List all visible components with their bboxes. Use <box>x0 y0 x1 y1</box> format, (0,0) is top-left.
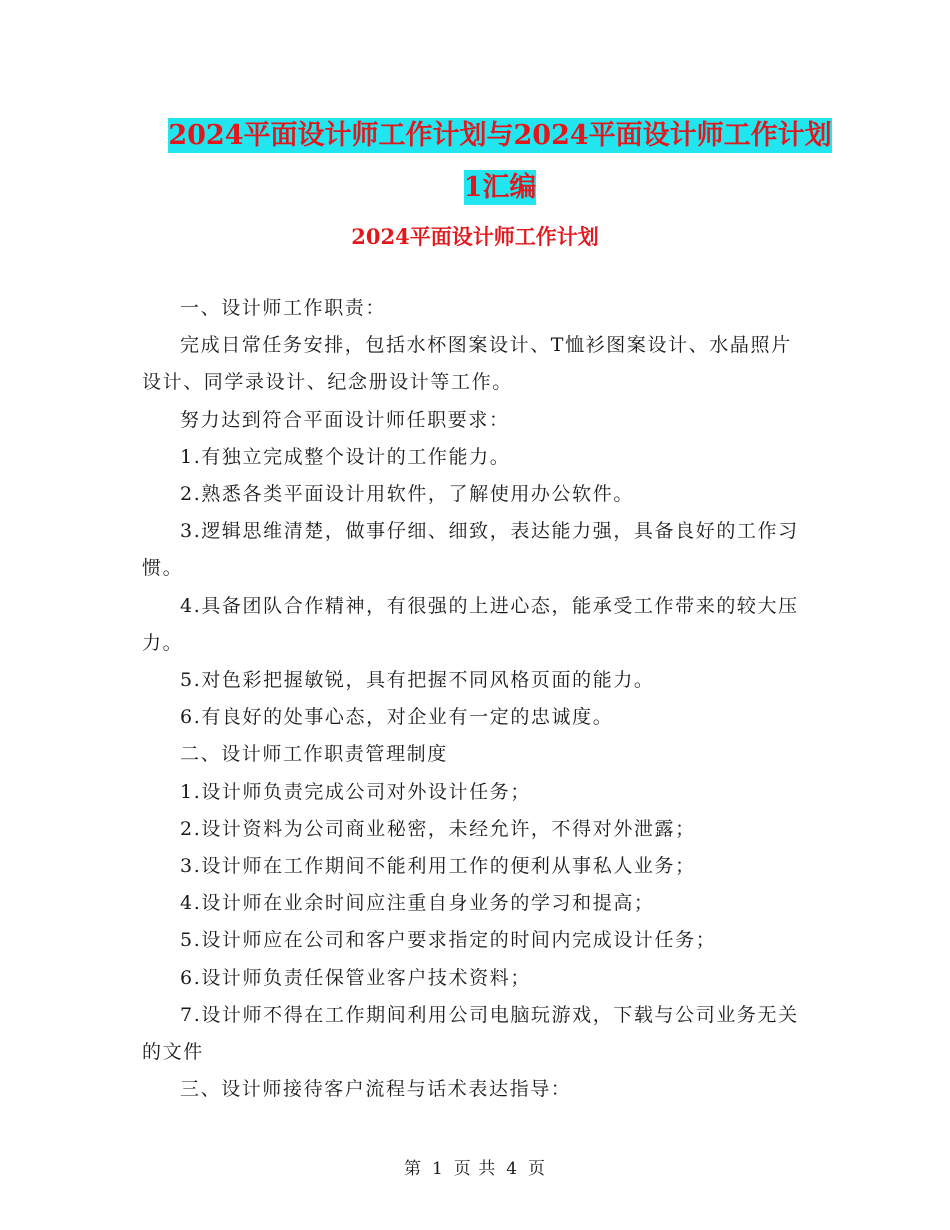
paragraph: 2.设计资料为公司商业秘密，未经允许，不得对外泄露； <box>180 817 696 840</box>
paragraph: 完成日常任务安排，包括水杯图案设计、T恤衫图案设计、水晶照片设计、同学录设计、纪念册设计等工作。 <box>142 334 792 394</box>
paragraph: 三、设计师接待客户流程与话术表达指导： <box>180 1078 572 1101</box>
document-title-line1: 2024平面设计师工作计划与2024平面设计师工作计划 <box>168 120 832 151</box>
paragraph: 7.设计师不得在工作期间利用公司电脑玩游戏，下载与公司业务无关的文件 <box>142 1003 799 1064</box>
paragraph: 6.设计师负责任保管业客户技术资料； <box>180 966 531 989</box>
footer-suffix: 页 <box>528 1159 547 1179</box>
document-title-line2: 1汇编 <box>463 172 537 203</box>
paragraph: 1.设计师负责完成公司对外设计任务； <box>180 780 531 803</box>
paragraph: 5.设计师应在公司和客户要求指定的时间内完成设计任务； <box>180 929 717 952</box>
document-title <box>140 110 860 214</box>
footer-page-total: 4 <box>506 1159 519 1179</box>
footer-middle: 页 共 <box>453 1159 497 1179</box>
page-footer <box>0 1154 950 1179</box>
section-title: 2024平面设计师工作计划 <box>351 224 599 249</box>
paragraph: 5.对色彩把握敏锐，具有把握不同风格页面的能力。 <box>180 669 655 692</box>
paragraph: 2.熟悉各类平面设计用软件，了解使用办公软件。 <box>180 483 634 506</box>
paragraph: 3.逻辑思维清楚，做事仔细、细致，表达能力强，具备良好的工作习惯。 <box>142 520 799 580</box>
footer-prefix: 第 <box>403 1159 422 1179</box>
footer-page-current: 1 <box>431 1159 444 1179</box>
paragraph: 一、设计师工作职责： <box>180 297 387 319</box>
paragraph: 4.具备团队合作精神，有很强的上进心态，能承受工作带来的较大压力。 <box>142 594 799 654</box>
paragraph: 二、设计师工作职责管理制度 <box>180 743 448 766</box>
paragraph: 1.有独立完成整个设计的工作能力。 <box>180 445 511 468</box>
paragraph: 4.设计师在业余时间应注重自身业务的学习和提高； <box>180 892 655 915</box>
paragraph: 3.设计师在工作期间不能利用工作的便利从事私人业务； <box>180 855 696 878</box>
paragraph: 努力达到符合平面设计师任职要求： <box>180 408 510 431</box>
document-body <box>142 290 812 1108</box>
paragraph: 6.有良好的处事心态，对企业有一定的忠诚度。 <box>180 706 614 729</box>
